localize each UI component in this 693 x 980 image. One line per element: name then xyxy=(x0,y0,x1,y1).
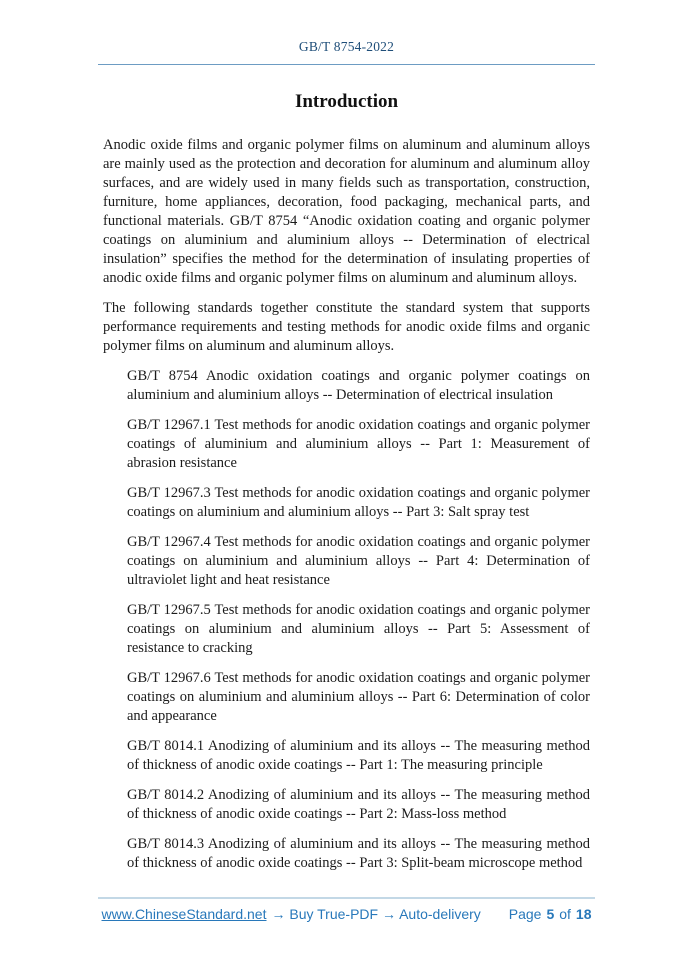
paragraph-standard-system: The following standards together constitute the standard system that supports performance requirements and testing methods for anodic oxide films and organic polymer films on aluminum and aluminum alloys. xyxy=(103,300,590,354)
page-current-number: 5 xyxy=(546,906,555,922)
referenced-standard-item: GB/T 12967.5 Test methods for anodic oxidation coatings and organic polymer coatings on aluminium and aluminium alloys -- Part 5: Assessment of resistance to cracking xyxy=(127,602,590,656)
referenced-standard-item: GB/T 8754 Anodic oxidation coatings and organic polymer coatings on aluminium and aluminium alloys -- Determination of electrical insulation xyxy=(127,368,590,403)
referenced-standard-item: GB/T 12967.1 Test methods for anodic oxidation coatings and organic polymer coatings of aluminium and aluminium alloys -- Part 1: Measurement of abrasion resistance xyxy=(127,417,590,471)
page-title: Introduction xyxy=(294,91,399,112)
footer-tagline-group xyxy=(102,906,481,922)
footer-tagline: → Buy True-PDF → Auto-delivery xyxy=(271,906,481,922)
document-body xyxy=(103,136,590,873)
referenced-standard-item: GB/T 8014.2 Anodizing of aluminium and its alloys -- The measuring method of thickness of anodic oxide coatings -- Part 2: Mass-loss method xyxy=(127,787,590,822)
website-link[interactable]: www.ChineseStandard.net xyxy=(101,906,267,922)
footer-divider xyxy=(98,897,595,899)
of-label: of xyxy=(559,906,571,922)
page-label: Page xyxy=(508,906,542,922)
header-divider xyxy=(98,64,595,65)
page-footer xyxy=(0,897,693,922)
referenced-standard-item: GB/T 12967.3 Test methods for anodic oxidation coatings and organic polymer coatings on aluminium and aluminium alloys -- Part 3: Salt spray test xyxy=(127,485,590,520)
page-indicator xyxy=(509,906,592,922)
page-total-number: 18 xyxy=(575,906,592,922)
referenced-standard-item: GB/T 12967.6 Test methods for anodic oxidation coatings and organic polymer coatings on aluminium and aluminium alloys -- Part 6: Determination of color and appearance xyxy=(127,670,590,724)
paragraph-intro: Anodic oxide films and organic polymer films on aluminum and aluminum alloys are mainly used as the protection and decoration for aluminum and aluminum alloy surfaces, and are widely used in many fields such as transportation, construction, furniture, home appliances, decoration, food packaging, mechanical parts, and functional materials. GB/T 8754 “Anodic oxidation coating and organic polymer coatings on aluminium and aluminium alloys -- Determination of electrical insulation” specifies the method for the determination of insulating properties of anodic oxide films and organic polymer films on aluminum and aluminum alloys. xyxy=(103,137,590,286)
referenced-standard-item: GB/T 12967.4 Test methods for anodic oxidation coatings and organic polymer coatings on aluminium and aluminium alloys -- Part 4: Determination of ultraviolet light and heat resistance xyxy=(127,534,590,588)
referenced-standard-item: GB/T 8014.1 Anodizing of aluminium and its alloys -- The measuring method of thickness of anodic oxide coatings -- Part 1: The measuring principle xyxy=(127,738,590,773)
header-standard-number: GB/T 8754-2022 xyxy=(298,39,395,54)
referenced-standard-item: GB/T 8014.3 Anodizing of aluminium and its alloys -- The measuring method of thickness of anodic oxide coatings -- Part 3: Split-beam microscope method xyxy=(127,836,590,871)
